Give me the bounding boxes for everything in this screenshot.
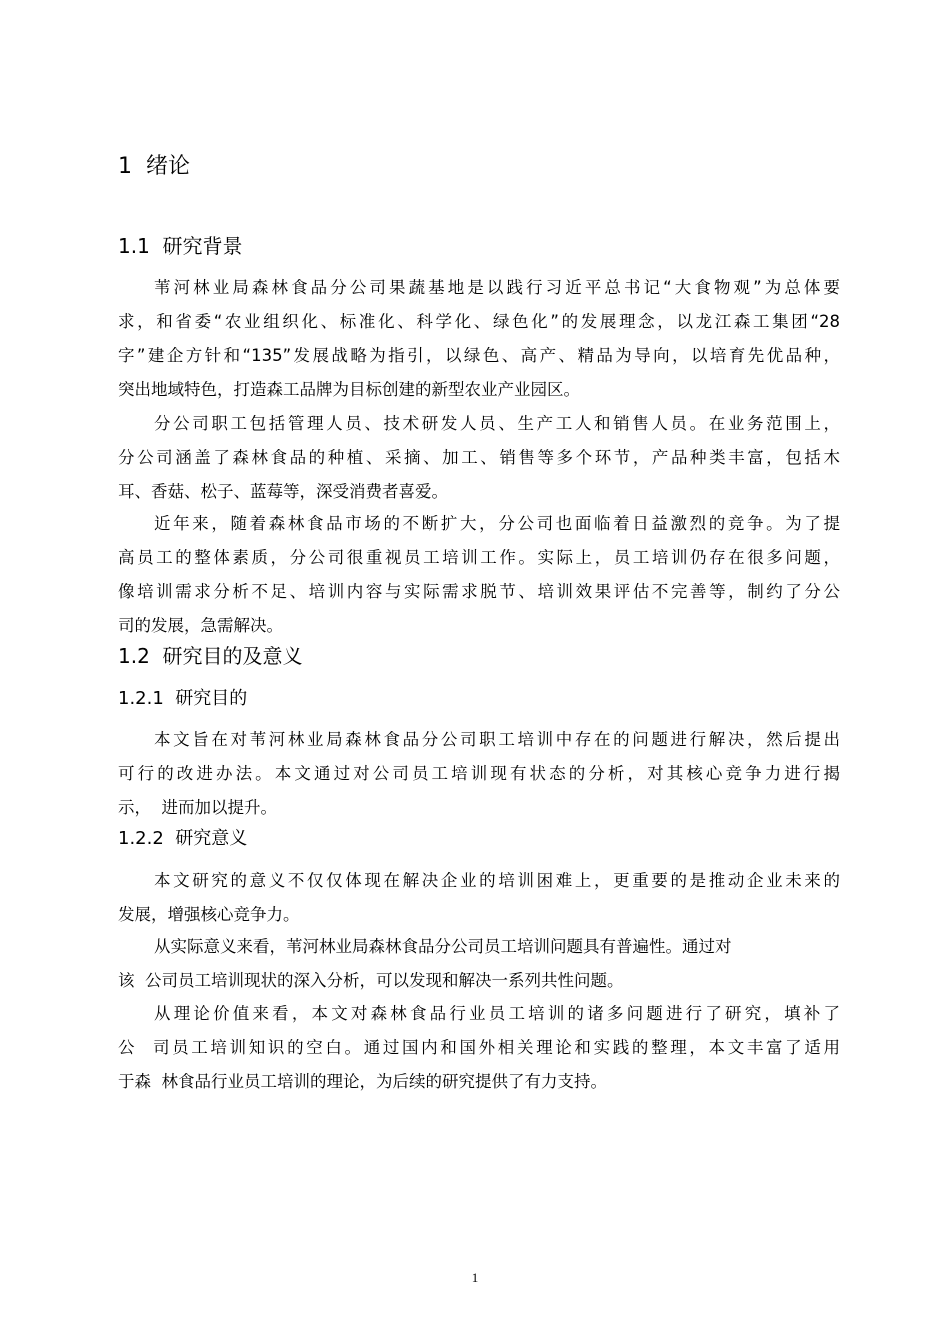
text-line: 突出地域特色，打造森工品牌为目标创建的新型农业产业园区。 [118,380,580,399]
paragraph [118,930,840,998]
section-heading-1-2 [118,642,840,670]
page-number: 1 [471,1270,479,1285]
paragraph [118,407,840,509]
subsection-heading-1-2-1 [118,686,840,712]
section-number: 1.2 [118,644,150,668]
paragraph [118,271,840,407]
text-line: 发展，增强核心竞争力。 [118,905,300,924]
text-line: 近年来，随着森林食品市场的不断扩大，分公司也面临着日益激烈的竞争。为了提 [154,514,840,533]
chapter-heading [118,152,840,182]
text-line: 从实际意义来看，苇河林业局森林食品分公司员工培训问题具有普遍性。通过对 [154,937,732,956]
text-line: 公 司员工培训知识的空白。通过国内和国外相关理论和实践的整理，本文丰富了适用 [118,1038,840,1057]
subsection-number: 1.2.1 [118,688,164,709]
paragraph [118,507,840,643]
text-line: 分公司涵盖了森林食品的种植、采摘、加工、销售等多个环节，产品种类丰富，包括木 [118,448,840,467]
text-line: 分公司职工包括管理人员、技术研发人员、生产工人和销售人员。在业务范围上， [154,414,840,433]
text-line: 耳、香菇、松子、蓝莓等，深受消费者喜爱。 [118,482,448,501]
text-line: 本文研究的意义不仅仅体现在解决企业的培训困难上，更重要的是推动企业未来的 [154,871,840,890]
text-line: 本文旨在对苇河林业局森林食品分公司职工培训中存在的问题进行解决，然后提出 [154,730,840,749]
text-line: 苇河林业局森林食品分公司果蔬基地是以践行习近平总书记“大食物观”为总体要 [154,278,840,297]
paragraph [118,723,840,825]
section-heading-1-1 [118,232,840,260]
text-line: 高员工的整体素质，分公司很重视员工培训工作。实际上，员工培训仍存在很多问题， [118,548,840,567]
text-line: 字”建企方针和“135”发展战略为指引，以绿色、高产、精品为导向，以培育先优品种， [118,346,840,365]
paragraph [118,997,840,1099]
text-line: 司的发展，急需解决。 [118,616,283,635]
text-line: 于森 林食品行业员工培训的理论，为后续的研究提供了有力支持。 [118,1072,607,1091]
text-line: 可行的改进办法。本文通过对公司员工培训现有状态的分析，对其核心竞争力进行揭 [118,764,840,783]
text-line: 该 公司员工培训现状的深入分析，可以发现和解决一系列共性问题。 [118,971,624,990]
subsection-title: 研究意义 [175,828,248,849]
text-line: 从理论价值来看，本文对森林食品行业员工培训的诸多问题进行了研究，填补了 [154,1004,840,1023]
section-title: 研究目的及意义 [162,644,303,668]
subsection-heading-1-2-2 [118,826,840,852]
text-line: 求，和省委“农业组织化、标准化、科学化、绿色化”的发展理念，以龙江森工集团“28 [118,312,840,331]
subsection-number: 1.2.2 [118,828,164,849]
subsection-title: 研究目的 [175,688,248,709]
text-line: 示， 进而加以提升。 [118,798,277,817]
text-line: 像培训需求分析不足、培训内容与实际需求脱节、培训效果评估不完善等，制约了分公 [118,582,840,601]
section-title: 研究背景 [162,234,243,258]
paragraph [118,864,840,932]
chapter-number: 1 [118,154,132,179]
chapter-title: 绪论 [146,154,191,179]
section-number: 1.1 [118,234,150,258]
